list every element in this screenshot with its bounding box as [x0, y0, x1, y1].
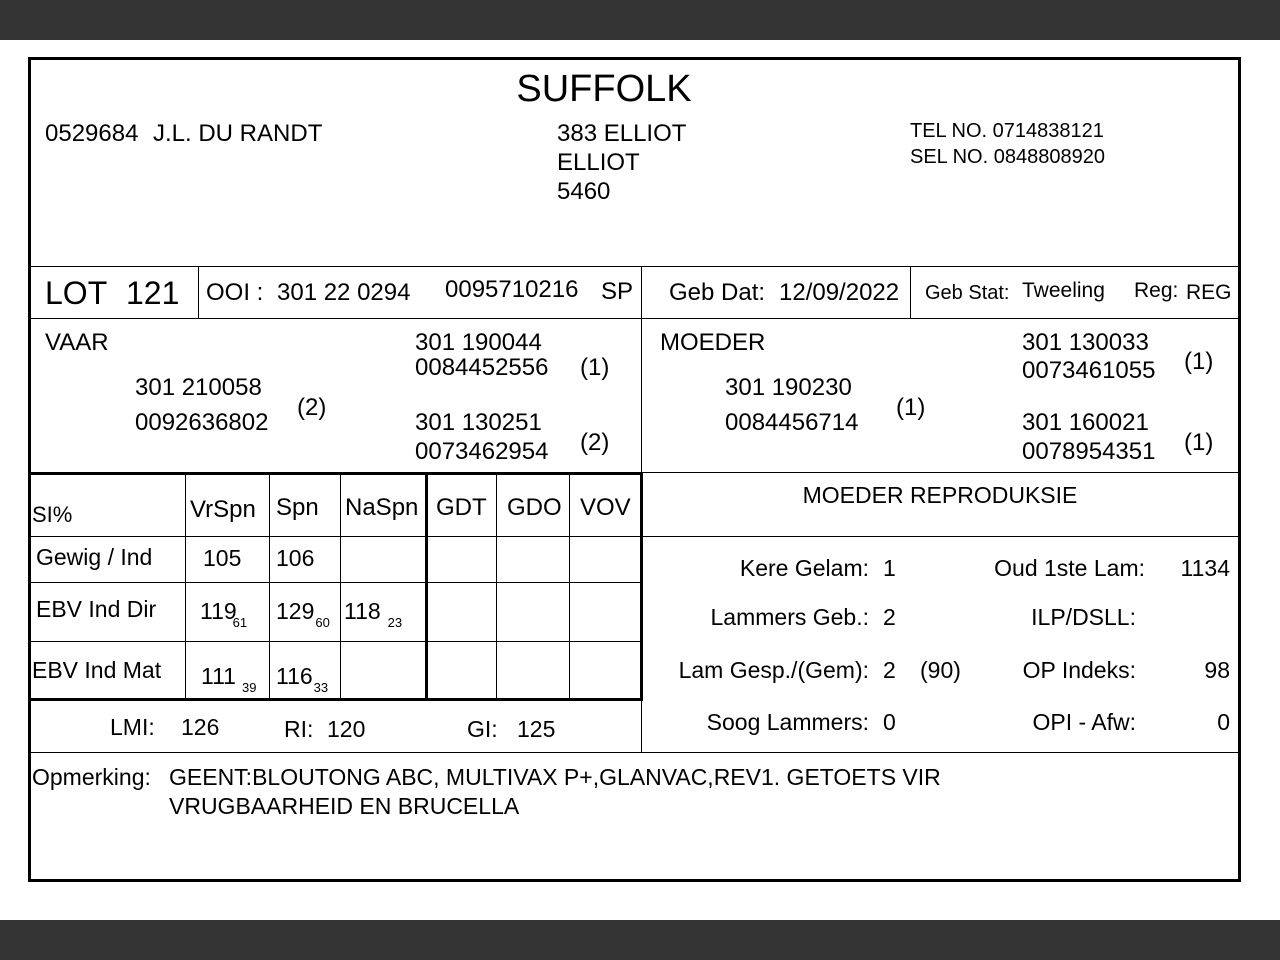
moeder-dam-id: 301 160021 [1022, 409, 1149, 436]
breed-title: SUFFOLK [516, 68, 692, 110]
vaar-number: 0092636802 [135, 409, 269, 436]
divider-lot [31, 318, 1238, 319]
table-col-line-2 [269, 475, 270, 699]
header-gdo: GDO [507, 494, 562, 521]
moeder-label: MOEDER [660, 329, 766, 356]
card-border-right [1238, 57, 1241, 882]
vaar-grade: (2) [297, 394, 327, 421]
soog-lammers-value: 0 [883, 709, 896, 735]
header-spn: Spn [276, 494, 319, 521]
address-line-1: 383 ELLIOT [557, 120, 687, 147]
op-indeks-value: 98 [1204, 657, 1230, 683]
table-row-line-1 [31, 582, 641, 583]
ooi-id: 301 22 0294 [277, 279, 411, 306]
row-gewig-vrspn: 105 [203, 545, 242, 571]
soog-lammers-label: Soog Lammers: [706, 709, 869, 735]
moeder-sire-number: 0073461055 [1022, 357, 1156, 384]
bottom-bar [0, 920, 1280, 960]
opi-afw-label: OPI - Afw: [1032, 709, 1136, 735]
divider-remarks [31, 752, 1238, 753]
header-vov: VOV [580, 494, 631, 521]
breeder-name: J.L. DU RANDT [153, 120, 323, 147]
remarks-line-2: VRUGBAARHEID EN BRUCELLA [169, 793, 520, 819]
vaar-dam-grade: (2) [580, 429, 610, 456]
geb-dat-value: 12/09/2022 [779, 279, 900, 306]
ri-label: RI: [284, 716, 314, 742]
geb-stat-value: Tweeling [1022, 279, 1105, 302]
kere-gelam-label: Kere Gelam: [739, 555, 869, 581]
lam-gesp-value: 2 [883, 657, 896, 683]
breeder-number: 0529684 [45, 120, 139, 147]
address-line-3: 5460 [557, 178, 611, 205]
top-bar [0, 0, 1280, 40]
row-ebv-dir-spn-sub: 60 [315, 615, 330, 630]
lot-label: LOT [45, 275, 108, 311]
moeder-dam-grade: (1) [1184, 429, 1214, 456]
row-ebv-dir-label: EBV Ind Dir [36, 596, 157, 622]
table-col-line-5 [496, 475, 497, 699]
repro-title: MOEDER REPRODUKSIE [802, 482, 1078, 508]
lam-gesp-label: Lam Gesp./(Gem): [678, 657, 869, 683]
row-ebv-dir-vrspn-sub: 61 [232, 615, 248, 630]
table-col-line-3 [340, 475, 341, 699]
tel-number: TEL NO. 0714838121 [910, 120, 1104, 142]
lam-gem-value: (90) [920, 657, 961, 683]
moeder-sire-grade: (1) [1184, 348, 1214, 375]
lot-divider-1 [198, 266, 199, 318]
moeder-sire-id: 301 130033 [1022, 329, 1149, 356]
vaar-dam-number: 0073462954 [415, 438, 549, 465]
ooi-code: SP [601, 278, 634, 305]
row-ebv-dir-naspn: 118 $_{23}$ [344, 598, 403, 630]
moeder-grade: (1) [896, 394, 926, 421]
ooi-label: OOI : [206, 279, 264, 306]
ri-value: 120 [327, 716, 366, 742]
address-line-2: ELLIOT [557, 149, 640, 176]
vaar-sire-grade: (1) [580, 354, 610, 381]
row-ebv-dir-spn: $129_{60}$ [276, 598, 330, 630]
lammers-geb-value: 2 [883, 604, 896, 630]
card-border-left [28, 57, 31, 882]
vaar-id: 301 210058 [135, 374, 262, 401]
row-ebv-mat-vrspn-sub: 39 [241, 680, 257, 695]
table-col-line-1 [185, 475, 186, 699]
table-header-line [31, 536, 641, 537]
header-naspn: NaSpn [345, 494, 419, 521]
header-si: SI% [32, 502, 73, 527]
divider-pedigree-right [642, 472, 1238, 473]
table-col-line-6 [569, 475, 570, 699]
moeder-id: 301 190230 [725, 374, 852, 401]
geb-stat-label: Geb Stat: [925, 282, 1010, 304]
gi-value: 125 [517, 716, 556, 742]
lmi-label: LMI: [110, 714, 155, 740]
remarks-label: Opmerking: [32, 764, 151, 790]
op-indeks-label: OP Indeks: [1022, 657, 1136, 683]
moeder-dam-number: 0078954351 [1022, 438, 1156, 465]
oud-1ste-lam-label: Oud 1ste Lam: [994, 555, 1145, 581]
geb-dat-label: Geb Dat: [669, 279, 766, 306]
kere-gelam-value: 1 [883, 555, 896, 581]
table-row-line-2 [31, 641, 641, 642]
table-col-line-4 [425, 475, 428, 699]
sel-number: SEL NO. 0848808920 [910, 146, 1105, 168]
ooi-number: 0095710216 [445, 276, 579, 303]
row-gewig-spn: 106 [276, 545, 315, 571]
oud-1ste-lam-value: 1134 [1180, 555, 1230, 581]
divider-pedigree-left [31, 472, 643, 475]
row-ebv-mat-vrspn: 111 $_{39}$ [201, 663, 257, 695]
row-ebv-dir-vrspn: $119_{61}$ [200, 598, 248, 630]
card-border-top [28, 57, 1241, 60]
ilp-dsll-label: ILP/DSLL: [1031, 604, 1136, 630]
row-ebv-mat-spn-sub: 33 [313, 680, 329, 695]
lot-number: 121 [126, 275, 180, 311]
header-vrspn: VrSpn [190, 496, 256, 523]
vaar-sire-number: 0084452556 [415, 354, 549, 381]
vaar-label: VAAR [45, 329, 109, 356]
row-ebv-dir-naspn-sub: 23 [387, 615, 403, 630]
repro-title-line [642, 536, 1238, 537]
lmi-value: 126 [181, 714, 220, 740]
row-ebv-mat-label: EBV Ind Mat [32, 657, 162, 683]
row-ebv-mat-spn: $116_{33}$ [276, 663, 329, 695]
header-gdt: GDT [436, 494, 487, 521]
reg-value: REG [1186, 281, 1232, 304]
vaar-sire-id: 301 190044 [415, 329, 542, 356]
card-border-bottom [28, 879, 1241, 882]
remarks-line-1: GEENT:BLOUTONG ABC, MULTIVAX P+,GLANVAC,REV1. GETOETS VIR [169, 764, 941, 790]
table-bottom-line [31, 698, 643, 701]
opi-afw-value: 0 [1217, 709, 1230, 735]
vaar-dam-id: 301 130251 [415, 409, 542, 436]
gi-label: GI: [467, 716, 498, 742]
lammers-geb-label: Lammers Geb.: [710, 604, 869, 630]
moeder-number: 0084456714 [725, 409, 859, 436]
divider-header [31, 266, 1238, 267]
reg-label: Reg: [1134, 279, 1179, 302]
lot-divider-2 [910, 266, 911, 318]
row-gewig-label: Gewig / Ind [36, 544, 153, 570]
